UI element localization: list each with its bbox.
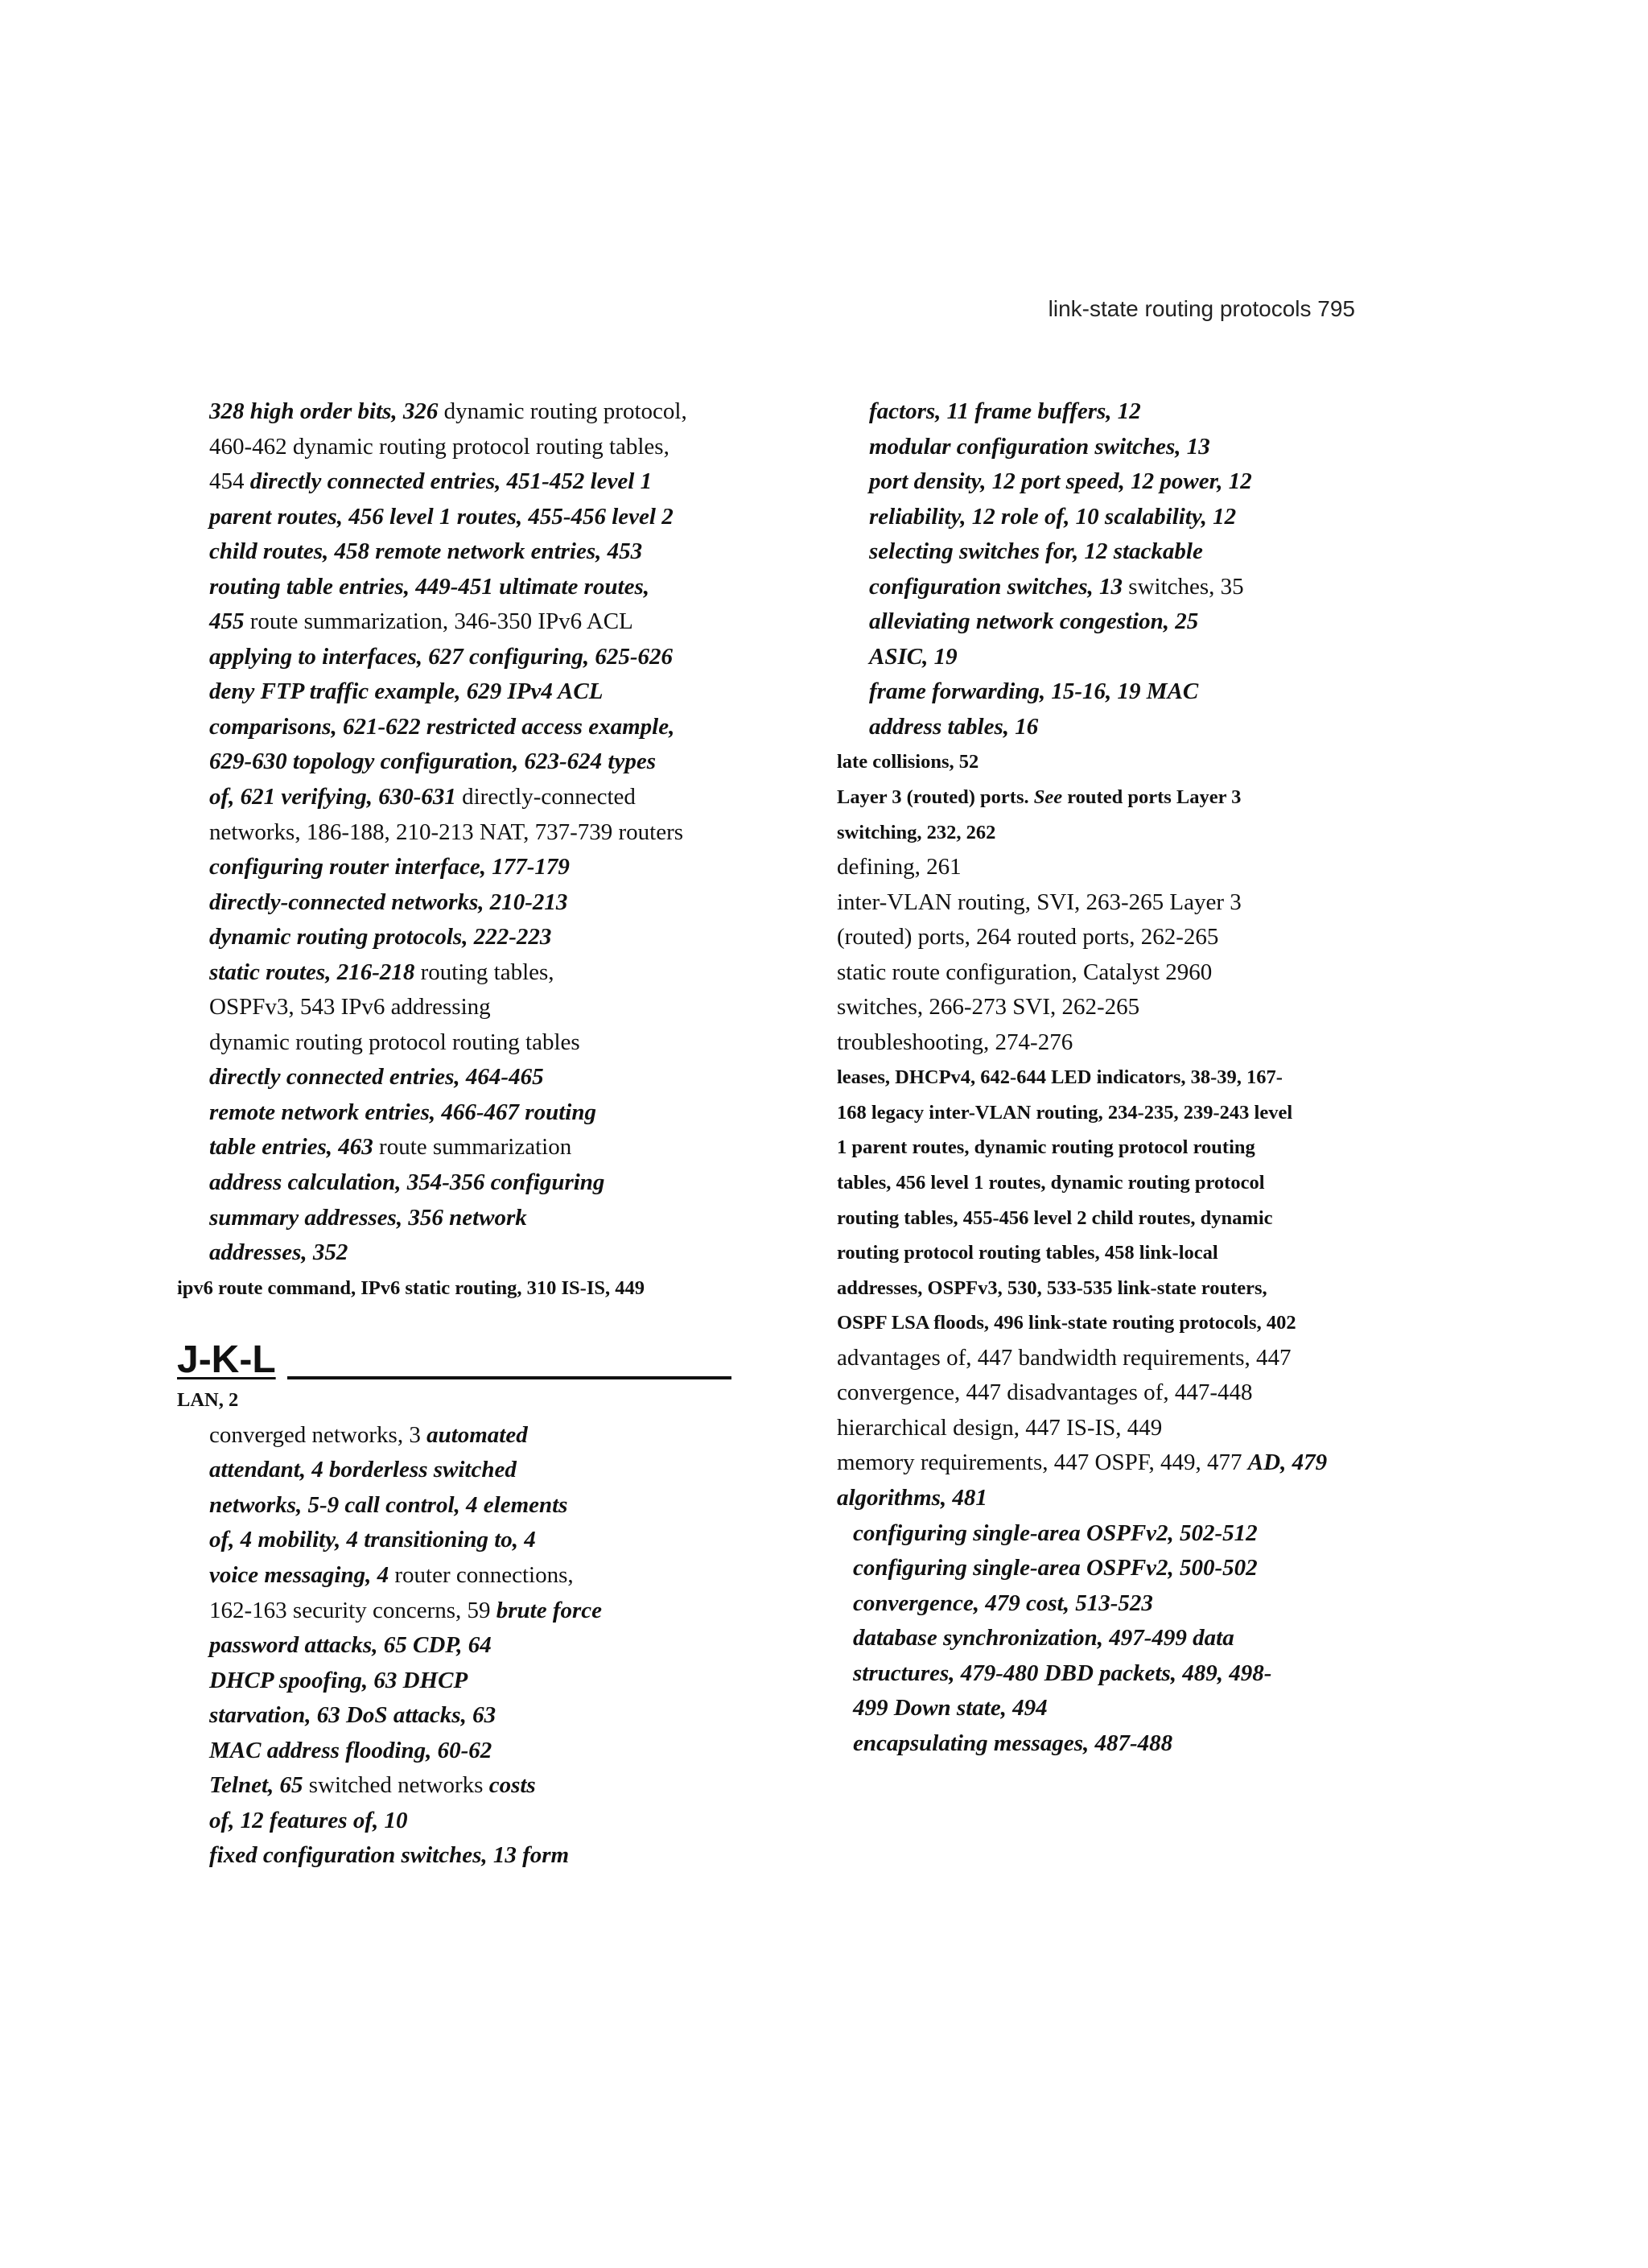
index-text: dynamic routing protocol,	[438, 398, 687, 424]
index-line	[837, 1341, 1432, 1376]
index-text: (routed) ports, 264 routed ports, 262-265	[837, 924, 1219, 950]
index-line	[177, 604, 805, 640]
index-text: OSPFv3, 543 IPv6 addressing	[209, 994, 491, 1021]
index-line	[837, 1060, 1432, 1095]
index-text: switches, 35	[1123, 573, 1244, 600]
index-line	[837, 955, 1432, 991]
index-line	[837, 394, 1432, 430]
index-line	[177, 920, 805, 955]
index-line	[837, 920, 1432, 955]
index-text: configuring router interface, 177-179	[209, 854, 570, 880]
index-line	[177, 1523, 805, 1558]
index-line	[177, 1165, 805, 1201]
index-line	[177, 1488, 805, 1524]
index-text: hierarchical design, 447 IS-IS, 449	[837, 1414, 1163, 1441]
index-line	[837, 1621, 1432, 1656]
index-entries-before-section	[177, 394, 805, 1305]
index-line	[837, 780, 1432, 815]
index-text: tables, 456 level 1 routes, dynamic routing protocol	[837, 1172, 1265, 1194]
index-text: configuring single-area OSPFv2, 500-502	[853, 1555, 1258, 1581]
index-text: directly connected entries, 451-452 level 1	[249, 468, 653, 495]
index-line	[177, 1628, 805, 1664]
index-text: factors, 11 frame buffers, 12	[869, 398, 1141, 424]
index-line	[177, 1025, 805, 1061]
index-text: configuration switches, 13	[869, 573, 1123, 600]
index-text: directly-connected networks, 210-213	[209, 889, 568, 915]
index-text: of, 12 features of, 10	[209, 1807, 408, 1833]
section-title: J-K-L	[177, 1338, 276, 1382]
index-line	[177, 394, 805, 430]
index-text: directly connected entries, 464-465	[209, 1064, 544, 1091]
index-line	[837, 1691, 1432, 1726]
index-text: addresses, OSPFv3, 530, 533-535 link-state routers,	[837, 1276, 1267, 1299]
index-line	[177, 710, 805, 745]
index-line	[177, 1060, 805, 1095]
index-text: child routes, 458 remote network entries, 453	[209, 538, 643, 565]
index-line	[837, 430, 1432, 465]
index-line	[177, 1201, 805, 1236]
index-line	[177, 500, 805, 535]
index-text: 454	[209, 468, 250, 495]
index-line	[837, 1095, 1432, 1131]
index-text: static routes, 216-218	[209, 959, 415, 985]
index-text: 1 parent routes, dynamic routing protocol routing	[837, 1136, 1255, 1159]
index-text: switched networks	[303, 1772, 489, 1799]
index-text: applying to interfaces, 627 configuring, 625-626	[209, 643, 673, 670]
index-line	[837, 570, 1432, 605]
section-heading	[177, 1317, 805, 1381]
index-column-left	[177, 394, 805, 1874]
index-text: routing protocol routing tables, 458 link-local	[837, 1242, 1218, 1264]
index-text: port density, 12 port speed, 12 power, 12	[869, 468, 1252, 495]
index-text: advantages of, 447 bandwidth requirements, 447	[837, 1344, 1292, 1371]
index-text: frame forwarding, 15-16, 19 MAC	[869, 678, 1199, 705]
index-line	[177, 955, 805, 991]
index-text: routing tables, 455-456 level 2 child routes, dynamic	[837, 1206, 1273, 1229]
index-text: dynamic routing protocols, 222-223	[209, 924, 552, 950]
index-line	[177, 640, 805, 675]
index-line	[837, 500, 1432, 535]
index-text: 168 legacy inter-VLAN routing, 234-235, 239-243 level	[837, 1101, 1293, 1124]
index-text: 499 Down state, 494	[853, 1695, 1048, 1722]
index-text: 328 high order bits, 326	[209, 398, 439, 424]
index-text: parent routes, 456 level 1 routes, 455-456 level 2	[209, 503, 674, 530]
index-text: configuring single-area OSPFv2, 502-512	[853, 1520, 1258, 1546]
index-line	[837, 1305, 1432, 1341]
index-line	[837, 464, 1432, 500]
index-line	[177, 1130, 805, 1165]
index-text: reliability, 12 role of, 10 scalability, 12	[869, 503, 1237, 530]
index-line	[177, 1095, 805, 1131]
index-line	[177, 1271, 805, 1306]
index-line	[837, 1025, 1432, 1061]
index-text: costs	[488, 1772, 536, 1799]
index-text: static route configuration, Catalyst 2960	[837, 959, 1213, 985]
index-text: networks, 5-9 call control, 4 elements	[209, 1491, 568, 1518]
index-text: troubleshooting, 274-276	[837, 1029, 1073, 1055]
index-text: comparisons, 621-622 restricted access example,	[209, 713, 675, 740]
index-text: 460-462 dynamic routing protocol routing tables,	[209, 433, 670, 460]
index-text: modular configuration switches, 13	[869, 433, 1210, 460]
index-text: automated	[426, 1421, 528, 1448]
index-text: late collisions, 52	[837, 751, 979, 773]
index-text: remote network entries, 466-467 routing	[209, 1099, 596, 1125]
index-text: voice messaging, 4	[209, 1561, 389, 1588]
index-line	[177, 430, 805, 465]
index-text: routing table entries, 449-451 ultimate routes,	[209, 573, 650, 600]
index-line	[177, 1558, 805, 1594]
index-line	[177, 1453, 805, 1488]
index-line	[177, 1804, 805, 1839]
index-line	[177, 1698, 805, 1734]
index-line	[837, 1516, 1432, 1552]
index-entries-after-section	[177, 1383, 805, 1874]
index-line	[177, 1594, 805, 1629]
index-text: 455	[209, 608, 245, 635]
index-line	[177, 780, 805, 815]
index-text: memory requirements, 447 OSPF, 449, 477	[837, 1449, 1248, 1476]
index-line	[177, 1418, 805, 1454]
index-line	[177, 1734, 805, 1769]
index-text: address calculation, 354-356 configuring	[209, 1169, 605, 1196]
index-text: 162-163 security concerns, 59	[209, 1597, 496, 1623]
index-line	[837, 604, 1432, 640]
index-text: password attacks, 65 CDP, 64	[209, 1632, 492, 1659]
index-line	[177, 815, 805, 851]
index-line	[837, 1201, 1432, 1236]
index-line	[837, 1586, 1432, 1622]
index-text: of, 4 mobility, 4 transitioning to, 4	[209, 1527, 536, 1553]
index-text: networks, 186-188, 210-213 NAT, 737-739 routers	[209, 819, 684, 845]
index-line	[177, 1664, 805, 1699]
index-line	[837, 850, 1432, 885]
index-text: ipv6 route command, IPv6 static routing, 310 IS-IS, 449	[177, 1276, 645, 1299]
running-head: link-state routing protocols 795	[1048, 296, 1355, 321]
index-line	[177, 1383, 805, 1418]
index-line	[837, 710, 1432, 745]
index-line	[177, 885, 805, 921]
index-line	[837, 640, 1432, 675]
index-line	[177, 534, 805, 570]
index-line	[177, 674, 805, 710]
index-line	[837, 815, 1432, 851]
index-text: structures, 479-480 DBD packets, 489, 498-	[853, 1660, 1272, 1686]
index-text: switching, 232, 262	[837, 821, 996, 843]
index-text: convergence, 479 cost, 513-523	[853, 1590, 1153, 1616]
index-text: addresses, 352	[209, 1239, 348, 1266]
index-text: of, 621 verifying, 630-631	[209, 784, 456, 810]
index-line	[837, 1411, 1432, 1446]
index-text: DHCP spoofing, 63 DHCP	[209, 1667, 468, 1693]
index-line	[177, 990, 805, 1025]
index-entries-right	[837, 394, 1432, 1761]
index-line	[177, 850, 805, 885]
index-line	[177, 464, 805, 500]
index-text: OSPF LSA floods, 496 link-state routing protocols, 402	[837, 1312, 1296, 1334]
index-text: table entries, 463	[209, 1134, 373, 1161]
index-line	[837, 1375, 1432, 1411]
index-text: directly-connected	[455, 784, 636, 810]
index-line	[837, 1445, 1432, 1481]
index-text: Telnet, 65	[209, 1772, 303, 1799]
index-text: defining, 261	[837, 854, 962, 880]
index-text: leases, DHCPv4, 642-644 LED indicators, 38-39, 167-	[837, 1066, 1283, 1089]
index-line	[837, 1656, 1432, 1692]
index-text: router connections,	[389, 1561, 574, 1588]
index-line	[837, 1165, 1432, 1201]
index-text: See	[1033, 786, 1063, 809]
index-text: selecting switches for, 12 stackable	[869, 538, 1203, 565]
index-line	[837, 674, 1432, 710]
index-text: attendant, 4 borderless switched	[209, 1457, 517, 1483]
index-column-right	[837, 394, 1432, 1761]
index-text: convergence, 447 disadvantages of, 447-448	[837, 1379, 1253, 1406]
index-text: routed ports Layer 3	[1062, 786, 1242, 809]
index-text: routing tables,	[414, 959, 554, 985]
index-text: Layer 3 (routed) ports.	[837, 786, 1034, 809]
index-text: 629-630 topology configuration, 623-624 types	[209, 748, 657, 775]
index-line	[837, 1235, 1432, 1271]
index-line	[177, 1235, 805, 1271]
index-text: algorithms, 481	[837, 1484, 987, 1511]
index-text: summary addresses, 356 network	[209, 1204, 527, 1231]
index-text: MAC address flooding, 60-62	[209, 1737, 492, 1763]
index-text: alleviating network congestion, 25	[869, 608, 1199, 635]
index-line	[837, 1551, 1432, 1586]
index-text: LAN, 2	[177, 1389, 239, 1412]
index-line	[837, 1271, 1432, 1306]
index-text: address tables, 16	[869, 713, 1039, 740]
index-text: fixed configuration switches, 13 form	[209, 1842, 570, 1869]
index-text: inter-VLAN routing, SVI, 263-265 Layer 3	[837, 889, 1242, 915]
index-text: dynamic routing protocol routing tables	[209, 1029, 580, 1055]
index-text: switches, 266-273 SVI, 262-265	[837, 994, 1140, 1021]
index-line	[837, 885, 1432, 921]
index-line	[837, 534, 1432, 570]
index-line	[837, 1481, 1432, 1516]
index-line	[177, 1838, 805, 1874]
index-line	[837, 1130, 1432, 1165]
index-text: ASIC, 19	[869, 643, 958, 670]
index-text: route summarization	[373, 1134, 572, 1161]
index-text: brute force	[496, 1597, 603, 1623]
index-text: converged networks, 3	[209, 1421, 427, 1448]
section-heading-rule	[287, 1376, 731, 1379]
index-text: encapsulating messages, 487-488	[853, 1730, 1173, 1756]
index-line	[177, 1768, 805, 1804]
index-text: AD, 479	[1247, 1449, 1328, 1476]
index-line	[837, 744, 1432, 780]
index-text: database synchronization, 497-499 data	[853, 1625, 1234, 1652]
index-line	[177, 570, 805, 605]
index-text: route summarization, 346-350 IPv6 ACL	[244, 608, 633, 635]
index-line	[177, 744, 805, 780]
index-line	[837, 990, 1432, 1025]
index-line	[837, 1726, 1432, 1762]
index-text: deny FTP traffic example, 629 IPv4 ACL	[209, 678, 604, 705]
index-text: starvation, 63 DoS attacks, 63	[209, 1702, 496, 1729]
